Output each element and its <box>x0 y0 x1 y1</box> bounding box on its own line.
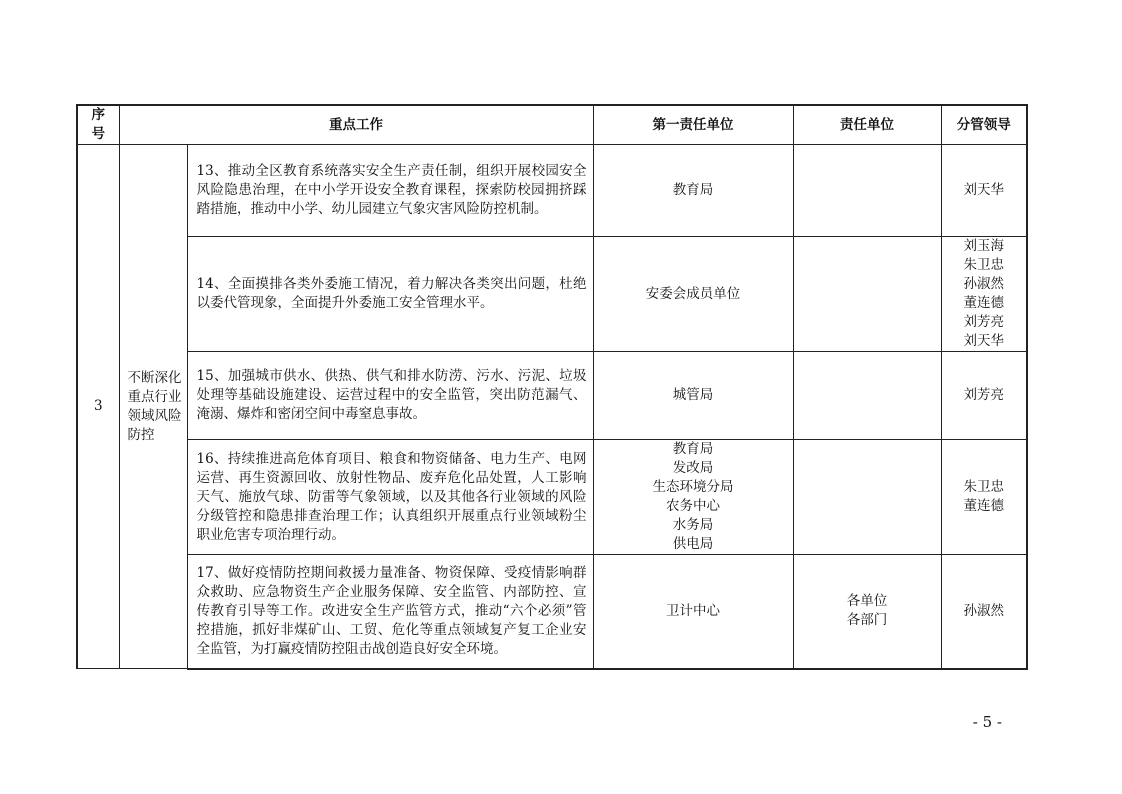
header-first-unit: 第一责任单位 <box>593 105 793 145</box>
first-unit-cell <box>593 555 793 669</box>
unit-name: 各单位 <box>846 593 888 610</box>
header-seq <box>77 105 119 145</box>
table-row <box>77 440 1027 555</box>
first-unit: 生态环境分局 <box>652 479 734 495</box>
leader-name: 朱卫忠 <box>963 479 1004 495</box>
leader-name: 朱卫忠 <box>963 257 1004 273</box>
leader-name: 董连德 <box>963 295 1004 311</box>
first-unit: 发改局 <box>672 460 714 476</box>
leader-cell <box>941 352 1027 440</box>
unit-cell <box>793 237 941 352</box>
leader-name: 孙淑然 <box>963 602 1004 619</box>
leader-name: 董连德 <box>963 498 1004 514</box>
leader-cell <box>941 237 1027 352</box>
unit-cell <box>793 440 941 555</box>
first-unit: 农务中心 <box>666 498 720 514</box>
first-unit-cell <box>593 440 793 555</box>
first-unit: 水务局 <box>672 517 714 533</box>
leader-name: 刘天华 <box>963 182 1004 198</box>
header-work: 重点工作 <box>119 105 593 145</box>
leader-cell <box>941 145 1027 237</box>
work-cell: 14、全面摸排各类外委施工情况，着力解决各类突出问题，杜绝以委代管现象，全面提升外委施工安全管理水平。 <box>187 237 593 352</box>
leader-cell <box>941 440 1027 555</box>
header-seq-text: 序号 <box>91 107 105 142</box>
work-table <box>76 104 1028 670</box>
leader-name: 刘芳亮 <box>963 387 1004 403</box>
first-unit: 教育局 <box>672 441 714 457</box>
header-row <box>77 105 1027 145</box>
leader-name: 刘芳亮 <box>963 314 1004 330</box>
header-leader: 分管领导 <box>941 105 1027 145</box>
table-row <box>77 352 1027 440</box>
table-row <box>77 237 1027 352</box>
table-row <box>77 555 1027 669</box>
first-unit-cell <box>593 237 793 352</box>
leader-name: 孙淑然 <box>963 276 1004 292</box>
work-cell: 17、做好疫情防控期间救援力量准备、物资保障、受疫情影响群众救助、应急物资生产企业服务保障、安全监管、内部防控、宣传教育引导等工作。改进安全生产监管方式，推动“六个必须”管控措施，抓好非煤矿山、工贸、危化等重点领域复产复工企业安全监管，为打赢疫情防控阻击战创造良好安全环境。 <box>187 555 593 669</box>
first-unit: 教育局 <box>672 182 714 198</box>
unit-name: 各部门 <box>846 612 888 629</box>
page-number: - 5 - <box>972 713 1002 731</box>
first-unit: 城管局 <box>672 387 714 403</box>
unit-cell <box>793 145 941 237</box>
leader-name: 刘玉海 <box>963 238 1004 254</box>
leader-cell <box>941 555 1027 669</box>
section-category <box>119 145 187 669</box>
work-cell: 13、推动全区教育系统落实安全生产责任制，组织开展校园安全风险隐患治理，在中小学开设安全教育课程，探索防校园拥挤踩踏措施，推动中小学、幼儿园建立气象灾害风险防控机制。 <box>187 145 593 237</box>
first-unit: 安委会成员单位 <box>645 285 741 302</box>
table-row <box>77 145 1027 237</box>
work-cell: 15、加强城市供水、供热、供气和排水防涝、污水、污泥、垃圾处理等基础设施建设、运营过程中的安全监管，突出防范漏气、淹溺、爆炸和密闭空间中毒窒息事故。 <box>187 352 593 440</box>
first-unit: 供电局 <box>672 536 714 552</box>
first-unit-cell <box>593 352 793 440</box>
leader-name: 刘天华 <box>963 333 1004 349</box>
first-unit: 卫计中心 <box>666 602 720 619</box>
header-unit: 责任单位 <box>793 105 941 145</box>
section-category-text: 不断深化重点行业领域风险防控 <box>127 369 182 443</box>
unit-cell <box>793 352 941 440</box>
first-unit-cell <box>593 145 793 237</box>
section-seq: 3 <box>77 145 119 669</box>
work-cell: 16、持续推进高危体育项目、粮食和物资储备、电力生产、电网运营、再生资源回收、放射性物品、废弃危化品处置，人工影响天气、施放气球、防雷等气象领域，以及其他各行业领域的风险分级管控和隐患排查治理工作；认真组织开展重点行业领域粉尘职业危害专项治理行动。 <box>187 440 593 555</box>
unit-cell <box>793 555 941 669</box>
